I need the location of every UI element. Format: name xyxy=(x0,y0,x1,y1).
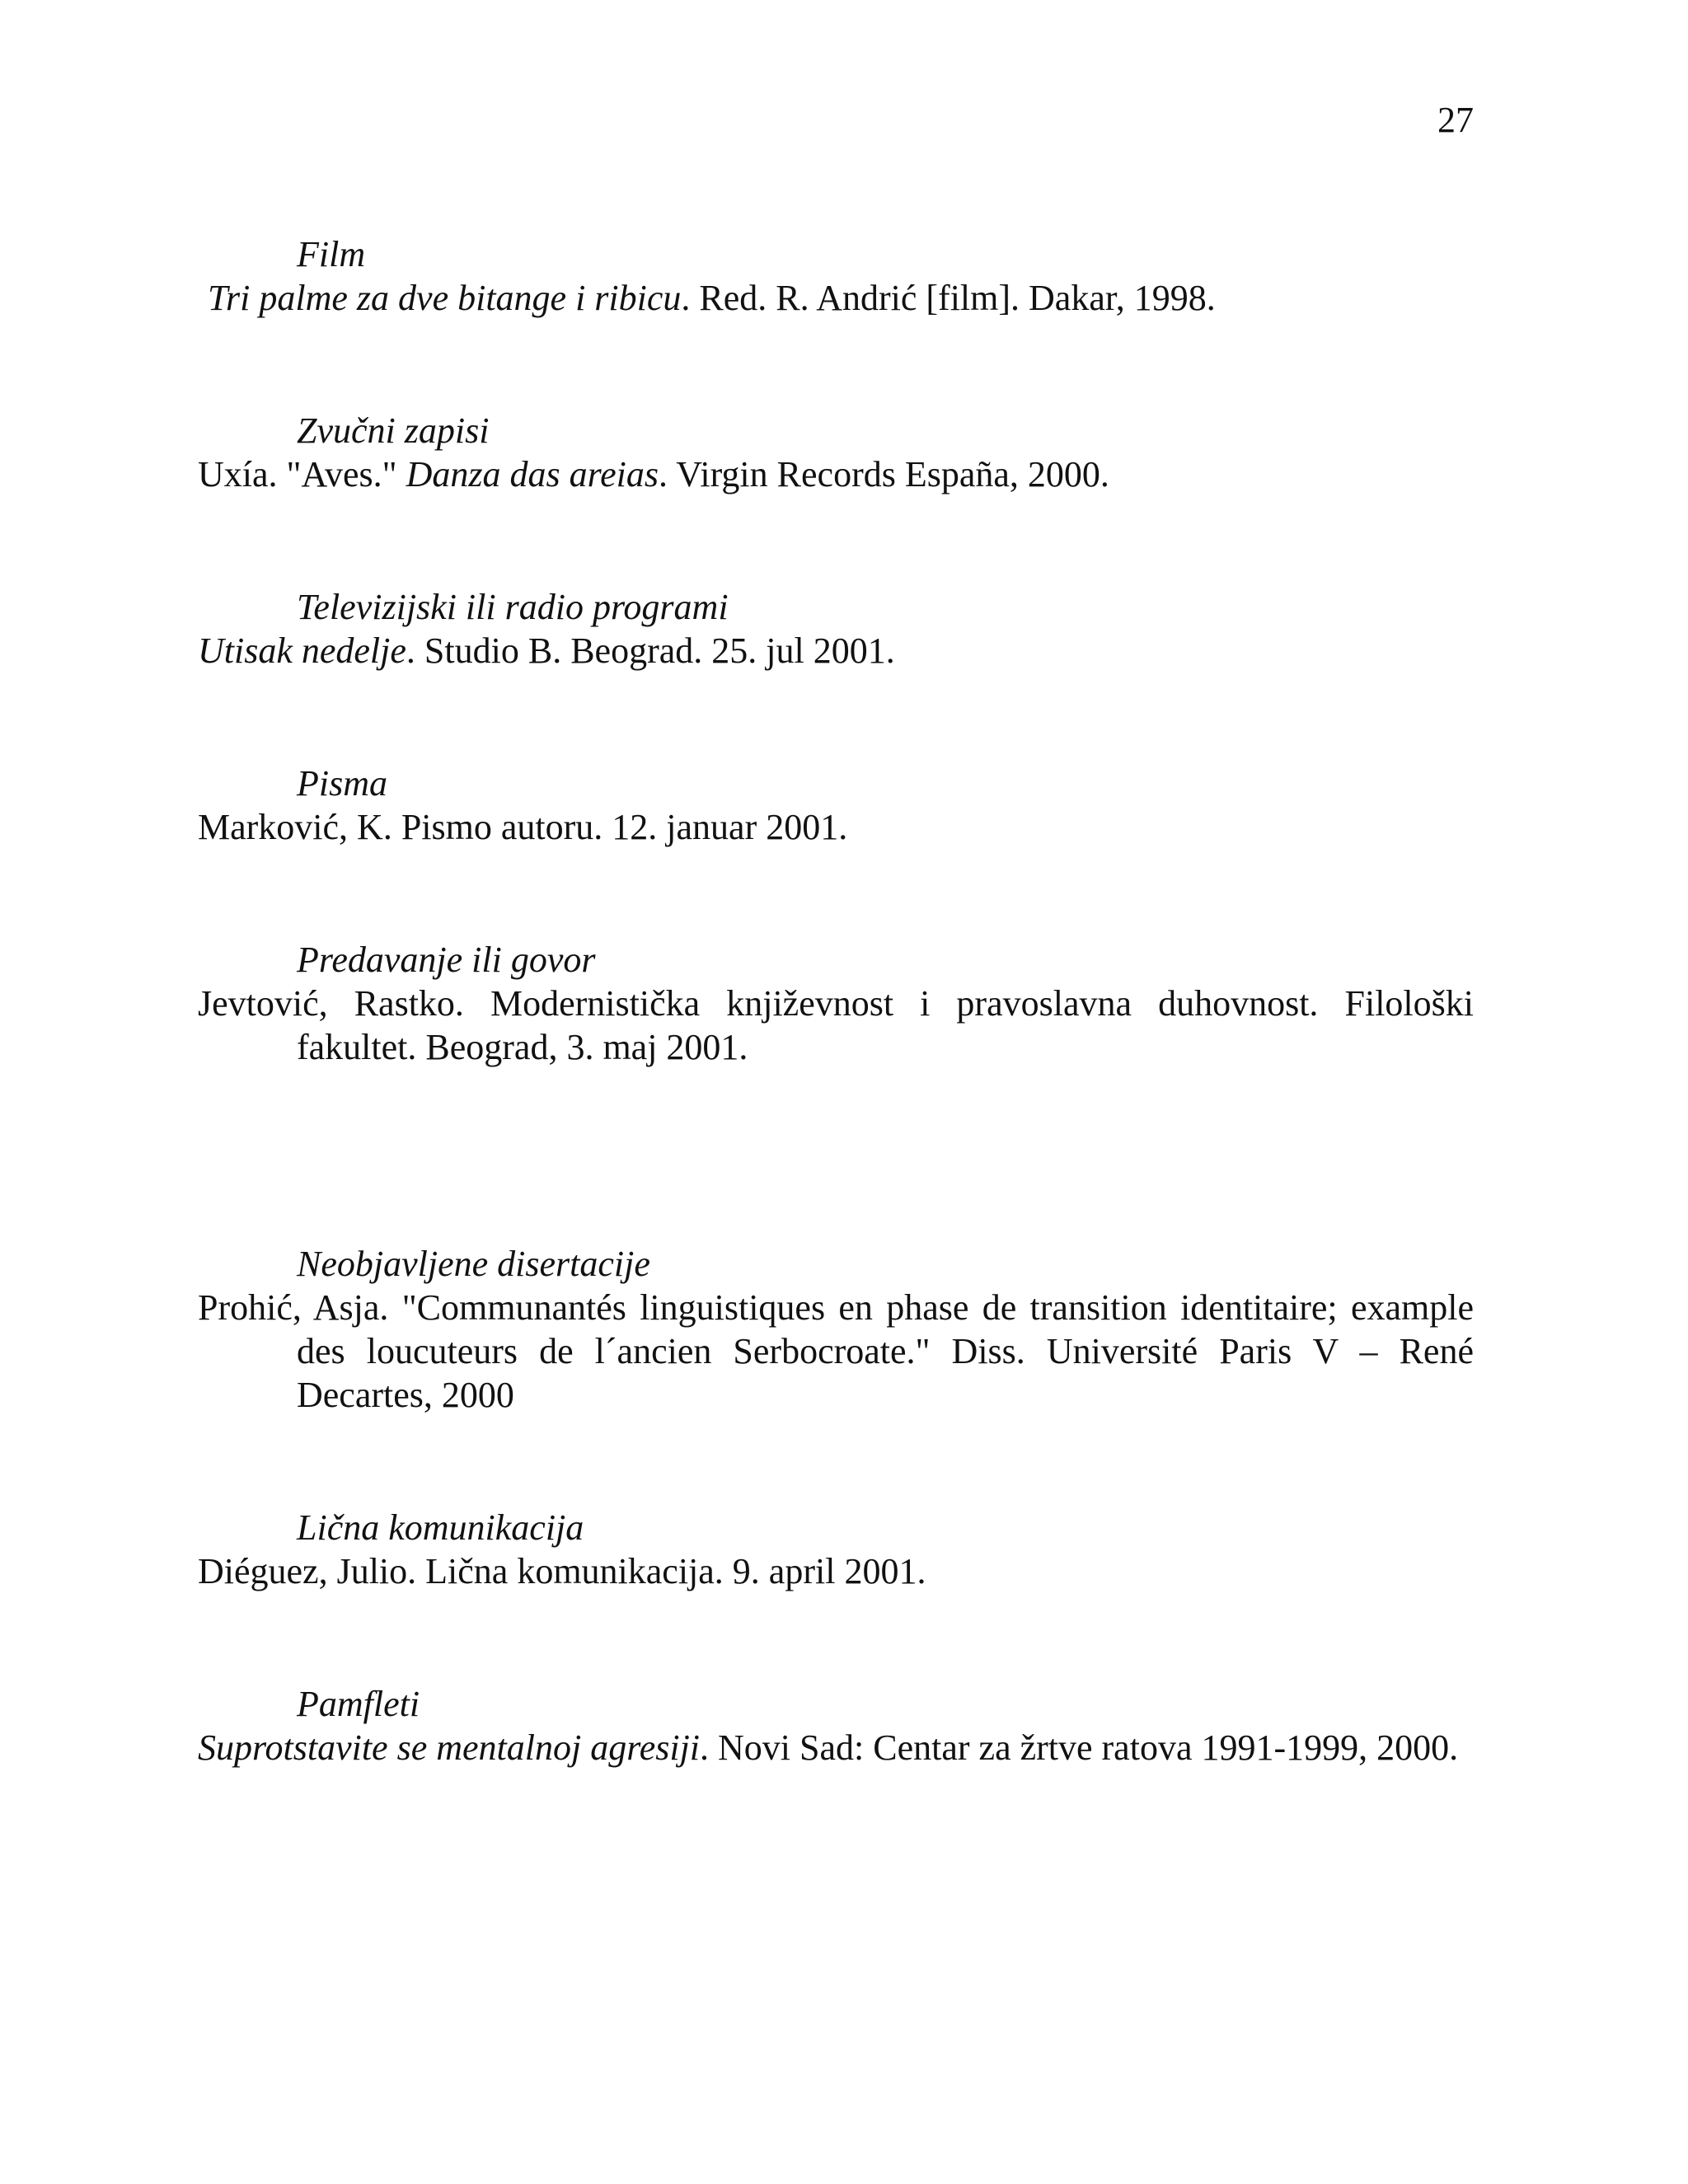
entry-audio-rest: . Virgin Records España, 2000. xyxy=(659,454,1109,494)
bibliography-content xyxy=(198,232,1474,1769)
section-personal xyxy=(198,1506,1474,1593)
entry-film-title: Tri palme za dve bitange i ribicu xyxy=(208,278,682,318)
section-tv xyxy=(198,585,1474,673)
section-heading-dissertations: Neobjavljene disertacije xyxy=(297,1244,650,1284)
section-heading-film: Film xyxy=(297,234,366,274)
entry-audio xyxy=(198,452,1474,496)
entry-tv-rest: . Studio B. Beograd. 25. jul 2001. xyxy=(406,630,895,671)
entry-dissertations: Prohić, Asja. "Communantés linguistiques en phase de transition identitaire; example des loucuteurs de l´ancien Serbocroate." Diss. Université Paris V – René Decartes, 2000 xyxy=(198,1287,1474,1415)
section-heading-pamphlets: Pamfleti xyxy=(297,1684,420,1724)
entry-lecture: Jevtović, Rastko. Modernistička književnost i pravoslavna duhovnost. Filološki fakultet. Beograd, 3. maj 2001. xyxy=(198,983,1474,1067)
section-lecture xyxy=(198,938,1474,1069)
entry-pamphlets-rest: . Novi Sad: Centar za žrtve ratova 1991-1999, 2000. xyxy=(700,1727,1459,1768)
entry-tv-title: Utisak nedelje xyxy=(198,630,406,671)
entry-pamphlets-title: Suprotstavite se mentalnoj agresiji xyxy=(198,1727,701,1768)
section-film xyxy=(198,232,1474,320)
page-number: 27 xyxy=(1437,100,1474,140)
entry-film-rest: . Red. R. Andrić [film]. Dakar, 1998. xyxy=(681,278,1216,318)
entry-tv xyxy=(198,629,1474,673)
entry-personal: Diéguez, Julio. Lična komunikacija. 9. april 2001. xyxy=(198,1551,926,1591)
entry-film xyxy=(198,276,1474,320)
section-heading-audio: Zvučni zapisi xyxy=(297,410,490,451)
entry-letters: Marković, K. Pismo autoru. 12. januar 2001. xyxy=(198,807,848,847)
section-audio xyxy=(198,409,1474,496)
entry-audio-lead: Uxía. "Aves." xyxy=(198,454,406,494)
section-letters xyxy=(198,762,1474,849)
section-heading-tv: Televizijski ili radio programi xyxy=(297,587,729,627)
entry-pamphlets xyxy=(198,1726,1474,1769)
section-heading-letters: Pisma xyxy=(297,763,387,804)
section-heading-personal: Lična komunikacija xyxy=(297,1507,584,1548)
entry-audio-title: Danza das areias xyxy=(406,454,659,494)
section-dissertations xyxy=(198,1242,1474,1417)
section-pamphlets xyxy=(198,1682,1474,1769)
section-heading-lecture: Predavanje ili govor xyxy=(297,940,596,980)
